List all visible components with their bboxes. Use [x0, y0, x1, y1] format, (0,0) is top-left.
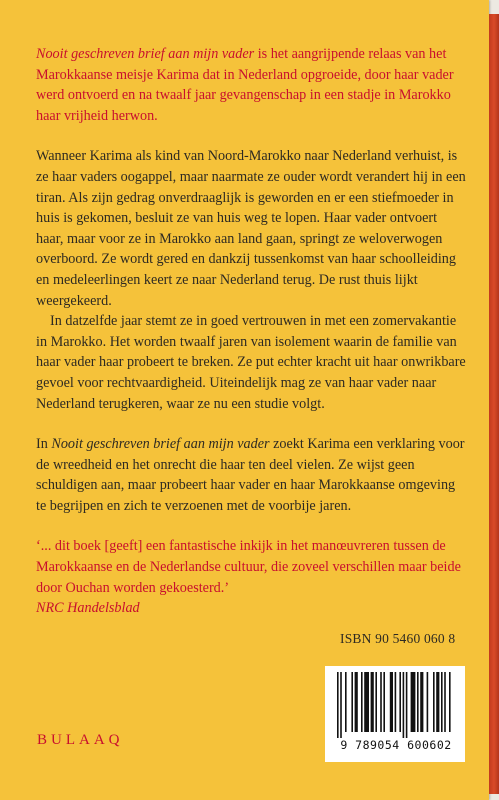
para3-book-title: Nooit geschreven brief aan mijn vader: [51, 436, 270, 453]
barcode-number: 9 789054 600602: [340, 738, 452, 752]
quote-text: ‘... dit boek [geeft] een fantastische inkijk in het manœuvreren tussen de Marokkaanse en de Nederlandse cultuur, die zoveel verschillen maar beide door Ouchan worden gekoesterd.’: [36, 538, 461, 596]
quote-source: NRC Handelsblad: [36, 600, 140, 617]
intro-paragraph: [36, 44, 466, 126]
intro-book-title: Nooit geschreven brief aan mijn vader: [36, 46, 255, 62]
review-quote: [36, 536, 466, 618]
isbn-number: ISBN 90 5460 060 8: [340, 631, 456, 646]
synopsis-paragraph-2: In datzelfde jaar stemt ze in goed vertrouwen in met een zomervakantie in Marokko. Het worden twaalf jaren van isolement waarin de familie van haar vader haar probeert te breken. Ze put echter kracht uit haar onwrikbare gevoel voor rechtvaardigheid. Uiteindelijk mag ze van haar vader naar Nederland terugkeren, waar ze nu een studie volgt.: [36, 313, 466, 412]
publisher-logo: BULAAQ: [37, 732, 124, 748]
para3-prefix: In: [36, 436, 52, 453]
synopsis-paragraph-1: Wanneer Karima als kind van Noord-Marokko naar Nederland verhuist, is ze haar vaders oogappel, maar naarmate ze ouder wordt verandert hij in een tiran. Als zijn gedrag onverdraaglijk is geworden en er een stiefmoeder in huis is gekomen, besluit ze van huis weg te lopen. Haar vader ontvoert haar, maar voor ze in Marokko aan land gaan, springt ze weloverwogen overboord. Ze wordt gered en dankzij tussenkomst van haar schoolleiding en medeleerlingen keert ze naar Nederland terug. De rust thuis lijkt weergekeerd.: [36, 148, 466, 309]
intro-text: is het aangrijpende relaas van het Marokkaanse meisje Karima dat in Nederland opgroeide, door haar vader werd ontvoerd en na twaalf jaar gevangenschap in een stadje in Marokko haar vrijheid herwon.: [36, 46, 454, 124]
synopsis-paragraph-3: [36, 434, 466, 516]
cover-text-block: [36, 44, 466, 619]
barcode-bars-icon: [335, 672, 455, 738]
spine-edge: [489, 14, 499, 794]
barcode: [325, 666, 465, 762]
para3-text: zoekt Karima een verklaring voor de wreedheid en het onrecht die haar ten deel vielen. Ze wijst geen schuldigen aan, maar probeert haar vader en haar Marokkaanse omgeving te begrijpen en zich te verzoenen met de voorbije jaren.: [36, 436, 465, 514]
